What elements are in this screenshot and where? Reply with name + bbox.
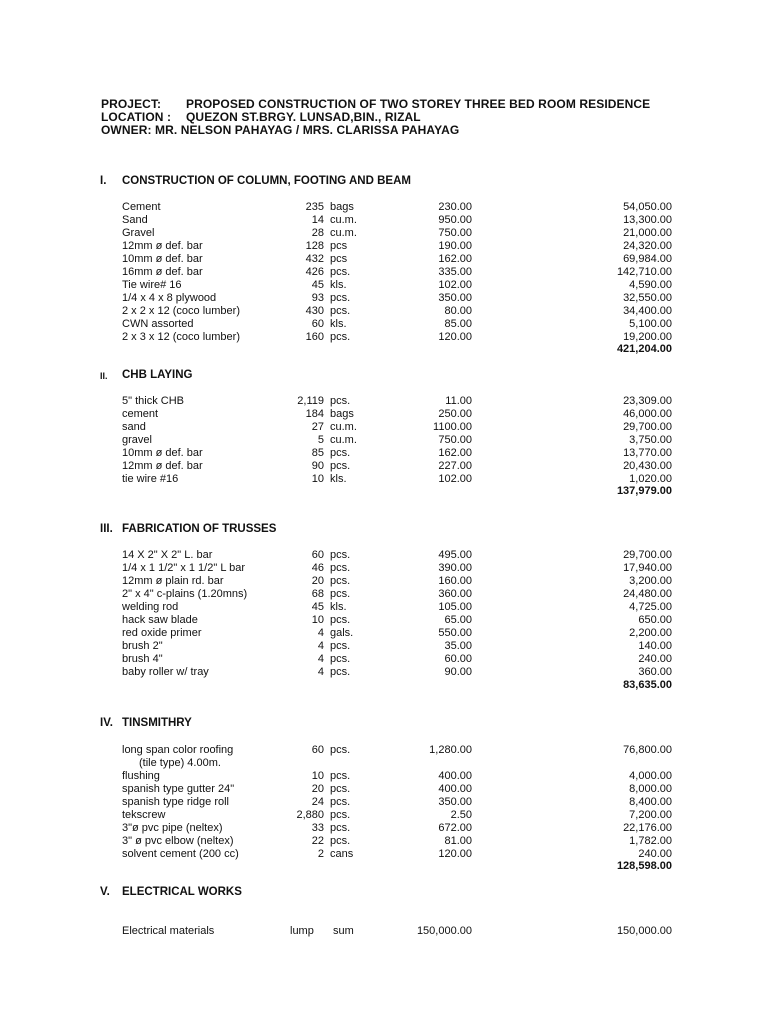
item-unit: pcs. (330, 460, 351, 472)
item-amount: 46,000.00 (623, 408, 672, 420)
item-description: 1/4 x 1 1/2" x 1 1/2" L bar (122, 562, 245, 574)
item-amount: 2,200.00 (629, 627, 672, 639)
item-description: 2 x 3 x 12 (coco lumber) (122, 331, 240, 343)
item-unit-price: 400.00 (438, 783, 472, 795)
item-quantity: 128 (305, 240, 324, 252)
item-unit-price: 390.00 (438, 562, 472, 574)
item-quantity: 46 (311, 562, 324, 574)
item-description: 1/4 x 4 x 8 plywood (122, 292, 217, 304)
item-row (0, 395, 768, 408)
item-quantity: 2,880 (296, 809, 324, 821)
item-quantity: 85 (311, 447, 324, 459)
item-description: brush 4" (122, 653, 163, 665)
item-row (0, 266, 768, 279)
item-description: red oxide primer (122, 627, 202, 639)
item-description: 2 x 2 x 12 (coco lumber) (122, 305, 240, 317)
item-amount: 4,590.00 (629, 279, 672, 291)
item-unit-2: sum (333, 925, 354, 937)
section-name: ELECTRICAL WORKS (122, 886, 242, 898)
item-unit-price: 85.00 (444, 318, 472, 330)
item-quantity: 10 (311, 473, 324, 485)
section-4-total: 128,598.00 (616, 860, 672, 872)
item-unit: pcs. (330, 266, 351, 278)
item-unit-price: 335.00 (438, 266, 472, 278)
item-row (0, 653, 768, 666)
item-unit: kls. (330, 318, 347, 330)
item-quantity: 430 (305, 305, 324, 317)
item-amount: 13,770.00 (623, 447, 672, 459)
location-value: QUEZON ST.BRGY. LUNSAD,BIN., RIZAL (186, 110, 421, 124)
item-amount: 240.00 (638, 848, 672, 860)
item-unit: pcs. (330, 447, 351, 459)
item-amount: 34,400.00 (623, 305, 672, 317)
item-description: hack saw blade (122, 614, 198, 626)
item-amount: 3,750.00 (629, 434, 672, 446)
item-amount: 140.00 (638, 640, 672, 652)
item-row (0, 240, 768, 253)
item-amount: 13,300.00 (623, 214, 672, 226)
item-row (0, 809, 768, 822)
item-row (0, 783, 768, 796)
item-amount: 22,176.00 (623, 822, 672, 834)
item-unit-price: 360.00 (438, 588, 472, 600)
item-description: 3" ø pvc elbow (neltex) (122, 835, 234, 847)
item-unit: pcs. (330, 614, 351, 626)
item-quantity: 2 (317, 848, 324, 860)
item-amount: 19,200.00 (623, 331, 672, 343)
item-quantity: 27 (311, 421, 324, 433)
section-name: TINSMITHRY (122, 717, 192, 729)
item-description: 5" thick CHB (122, 395, 184, 407)
item-amount: 4,000.00 (629, 770, 672, 782)
item-unit: cans (330, 848, 354, 860)
item-row (0, 770, 768, 783)
item-description: Cement (122, 201, 161, 213)
item-quantity: 28 (311, 227, 324, 239)
item-description: 12mm ø def. bar (122, 460, 203, 472)
item-unit: kls. (330, 473, 347, 485)
item-quantity: 20 (311, 783, 324, 795)
item-amount: 1,020.00 (629, 473, 672, 485)
item-row (0, 757, 768, 770)
item-quantity: 160 (305, 331, 324, 343)
item-unit: pcs. (330, 822, 351, 834)
item-quantity: 5 (317, 434, 324, 446)
item-row (0, 318, 768, 331)
item-description: cement (122, 408, 159, 420)
item-unit-price: 350.00 (438, 796, 472, 808)
item-unit-price: 120.00 (438, 331, 472, 343)
item-amount: 650.00 (638, 614, 672, 626)
item-quantity: 20 (311, 575, 324, 587)
item-row (0, 305, 768, 318)
item-description: spanish type gutter 24" (122, 783, 235, 795)
item-unit: pcs. (330, 640, 351, 652)
item-quantity: 235 (305, 201, 324, 213)
item-row (0, 835, 768, 848)
item-quantity: 22 (311, 835, 324, 847)
item-unit: pcs. (330, 331, 351, 343)
item-row (0, 201, 768, 214)
item-quantity: 432 (305, 253, 324, 265)
item-unit: pcs. (330, 562, 351, 574)
item-description: flushing (122, 770, 160, 782)
item-unit-price: 80.00 (444, 305, 472, 317)
item-amount: 32,550.00 (623, 292, 672, 304)
item-amount: 29,700.00 (623, 549, 672, 561)
item-row (0, 227, 768, 240)
section-number: III. (100, 523, 113, 535)
project-value: PROPOSED CONSTRUCTION OF TWO STOREY THREE BED ROOM RESIDENCE (186, 97, 651, 111)
item-row (0, 640, 768, 653)
item-description: long span color roofing (122, 744, 234, 756)
item-description: 3"ø pvc pipe (neltex) (122, 822, 223, 834)
item-amount: 3,200.00 (629, 575, 672, 587)
item-description: Sand (122, 214, 148, 226)
item-amount: 8,400.00 (629, 796, 672, 808)
location-line (101, 110, 421, 124)
item-unit-price: 250.00 (438, 408, 472, 420)
item-unit-price: 35.00 (444, 640, 472, 652)
item-amount: 150,000.00 (616, 925, 672, 937)
item-row (0, 253, 768, 266)
item-description: sand (122, 421, 146, 433)
item-row (0, 601, 768, 614)
item-unit: pcs. (330, 744, 351, 756)
item-unit-price: 672.00 (438, 822, 472, 834)
item-quantity: 426 (305, 266, 324, 278)
item-description: 16mm ø def. bar (122, 266, 203, 278)
section-3-total: 83,635.00 (623, 679, 672, 691)
item-quantity: 4 (317, 640, 324, 652)
section-name: FABRICATION OF TRUSSES (122, 523, 277, 535)
item-amount: 4,725.00 (629, 601, 672, 613)
item-unit: pcs. (330, 783, 351, 795)
section-number: V. (100, 886, 110, 898)
item-amount: 24,480.00 (623, 588, 672, 600)
item-unit: pcs. (330, 588, 351, 600)
item-row (0, 549, 768, 562)
item-unit-price: 550.00 (438, 627, 472, 639)
item-unit: pcs. (330, 666, 351, 678)
item-unit: pcs. (330, 809, 351, 821)
item-unit-price: 750.00 (438, 434, 472, 446)
item-quantity: 24 (311, 796, 324, 808)
item-unit: cu.m. (330, 227, 357, 239)
item-unit: cu.m. (330, 434, 357, 446)
item-unit: pcs. (330, 835, 351, 847)
section-number: II. (100, 371, 108, 381)
item-unit: kls. (330, 279, 347, 291)
project-label: PROJECT: (101, 97, 162, 111)
section-number: IV. (100, 717, 114, 729)
item-row (0, 666, 768, 679)
item-unit: cu.m. (330, 421, 357, 433)
item-unit-price: 90.00 (444, 666, 472, 678)
item-unit-price: 162.00 (438, 253, 472, 265)
item-unit-price: 102.00 (438, 473, 472, 485)
item-quantity: 60 (311, 744, 324, 756)
item-unit: pcs. (330, 653, 351, 665)
item-unit-price: 227.00 (438, 460, 472, 472)
item-unit: pcs. (330, 575, 351, 587)
item-description: tie wire #16 (122, 473, 179, 485)
item-amount: 54,050.00 (623, 201, 672, 213)
item-amount: 21,000.00 (623, 227, 672, 239)
section-1-total: 421,204.00 (616, 343, 672, 355)
item-description: CWN assorted (122, 318, 194, 330)
item-unit: pcs. (330, 770, 351, 782)
item-row (0, 447, 768, 460)
item-description: baby roller w/ tray (122, 666, 209, 678)
item-description: welding rod (122, 601, 179, 613)
item-unit-price: 102.00 (438, 279, 472, 291)
item-quantity: 4 (317, 666, 324, 678)
location-label: LOCATION : (101, 110, 172, 124)
item-row (0, 796, 768, 809)
item-amount: 360.00 (638, 666, 672, 678)
item-row (0, 822, 768, 835)
section-name: CONSTRUCTION OF COLUMN, FOOTING AND BEAM (122, 175, 411, 187)
item-quantity: 2,119 (297, 395, 324, 407)
item-description: 12mm ø def. bar (122, 240, 203, 252)
item-unit-price: 81.00 (444, 835, 472, 847)
electrical-row (0, 925, 768, 938)
item-unit: pcs. (330, 549, 351, 561)
item-unit: pcs. (330, 305, 351, 317)
item-unit-price: 65.00 (444, 614, 472, 626)
item-row (0, 214, 768, 227)
item-unit-price: 1,280.00 (429, 744, 472, 756)
item-amount: 76,800.00 (623, 744, 672, 756)
item-amount: 5,100.00 (629, 318, 672, 330)
item-quantity: 4 (317, 653, 324, 665)
item-row (0, 575, 768, 588)
item-unit-price: 2.50 (450, 809, 472, 821)
item-amount: 24,320.00 (623, 240, 672, 252)
item-unit-price: 120.00 (438, 848, 472, 860)
item-row (0, 588, 768, 601)
item-quantity: 33 (311, 822, 324, 834)
item-unit-price: 950.00 (438, 214, 472, 226)
item-amount: 23,309.00 (623, 395, 672, 407)
item-subdescription: (tile type) 4.00m. (139, 757, 221, 769)
item-row (0, 460, 768, 473)
item-quantity: 10 (311, 614, 324, 626)
item-description: Electrical materials (122, 925, 215, 937)
item-quantity: 10 (311, 770, 324, 782)
item-row (0, 292, 768, 305)
item-unit-price: 750.00 (438, 227, 472, 239)
item-row (0, 627, 768, 640)
item-amount: 240.00 (638, 653, 672, 665)
item-unit-price: 60.00 (444, 653, 472, 665)
item-description: solvent cement (200 cc) (122, 848, 239, 860)
item-amount: 7,200.00 (629, 809, 672, 821)
item-unit: gals. (330, 627, 354, 639)
item-quantity: 4 (317, 627, 324, 639)
item-description: brush 2" (122, 640, 163, 652)
item-quantity: 14 (311, 214, 324, 226)
item-quantity: 184 (305, 408, 324, 420)
section-2-total: 137,979.00 (616, 485, 672, 497)
item-amount: 8,000.00 (629, 783, 672, 795)
item-row (0, 434, 768, 447)
item-quantity: 60 (311, 318, 324, 330)
item-description: tekscrew (122, 809, 166, 821)
item-unit-price: 400.00 (438, 770, 472, 782)
item-description: spanish type ridge roll (122, 796, 230, 808)
item-description: 10mm ø def. bar (122, 447, 203, 459)
item-amount: 1,782.00 (629, 835, 672, 847)
item-quantity: 45 (311, 279, 324, 291)
item-quantity: 93 (311, 292, 324, 304)
item-quantity: 90 (311, 460, 324, 472)
owner-line: OWNER: MR. NELSON PAHAYAG / MRS. CLARISSA PAHAYAG (101, 123, 460, 137)
item-unit-price: 495.00 (438, 549, 472, 561)
item-amount: 29,700.00 (623, 421, 672, 433)
item-unit-price: 230.00 (438, 201, 472, 213)
item-description: gravel (122, 434, 152, 446)
item-amount: 17,940.00 (623, 562, 672, 574)
item-unit: lump (290, 925, 314, 937)
item-unit-price: 11.00 (445, 395, 472, 407)
item-unit: pcs (330, 240, 348, 252)
item-unit-price: 162.00 (438, 447, 472, 459)
item-unit: cu.m. (330, 214, 357, 226)
item-row (0, 562, 768, 575)
item-description: Tie wire# 16 (122, 279, 182, 291)
item-amount: 142,710.00 (616, 266, 672, 278)
item-unit: bags (330, 201, 354, 213)
item-amount: 20,430.00 (623, 460, 672, 472)
item-description: 12mm ø plain rd. bar (122, 575, 224, 587)
item-unit-price: 105.00 (438, 601, 472, 613)
item-unit: pcs. (330, 292, 351, 304)
item-unit-price: 150,000.00 (416, 925, 472, 937)
section-name: CHB LAYING (122, 369, 193, 381)
item-description: 14 X 2" X 2" L. bar (122, 549, 213, 561)
section-number: I. (100, 175, 107, 187)
item-quantity: 45 (311, 601, 324, 613)
item-unit: pcs. (330, 796, 351, 808)
item-unit-price: 350.00 (438, 292, 472, 304)
project-line (101, 97, 650, 111)
item-quantity: 60 (311, 549, 324, 561)
item-quantity: 68 (311, 588, 324, 600)
item-row (0, 408, 768, 421)
item-row (0, 744, 768, 757)
item-row (0, 614, 768, 627)
item-unit-price: 190.00 (438, 240, 472, 252)
item-row (0, 421, 768, 434)
item-unit: pcs (330, 253, 348, 265)
item-amount: 69,984.00 (623, 253, 672, 265)
item-unit: pcs. (330, 395, 351, 407)
item-row (0, 279, 768, 292)
item-description: Gravel (122, 227, 155, 239)
item-description: 2" x 4" c-plains (1.20mns) (122, 588, 248, 600)
item-unit: kls. (330, 601, 347, 613)
item-description: 10mm ø def. bar (122, 253, 203, 265)
item-unit-price: 160.00 (438, 575, 472, 587)
item-unit: bags (330, 408, 354, 420)
item-unit-price: 1100.00 (433, 421, 472, 433)
